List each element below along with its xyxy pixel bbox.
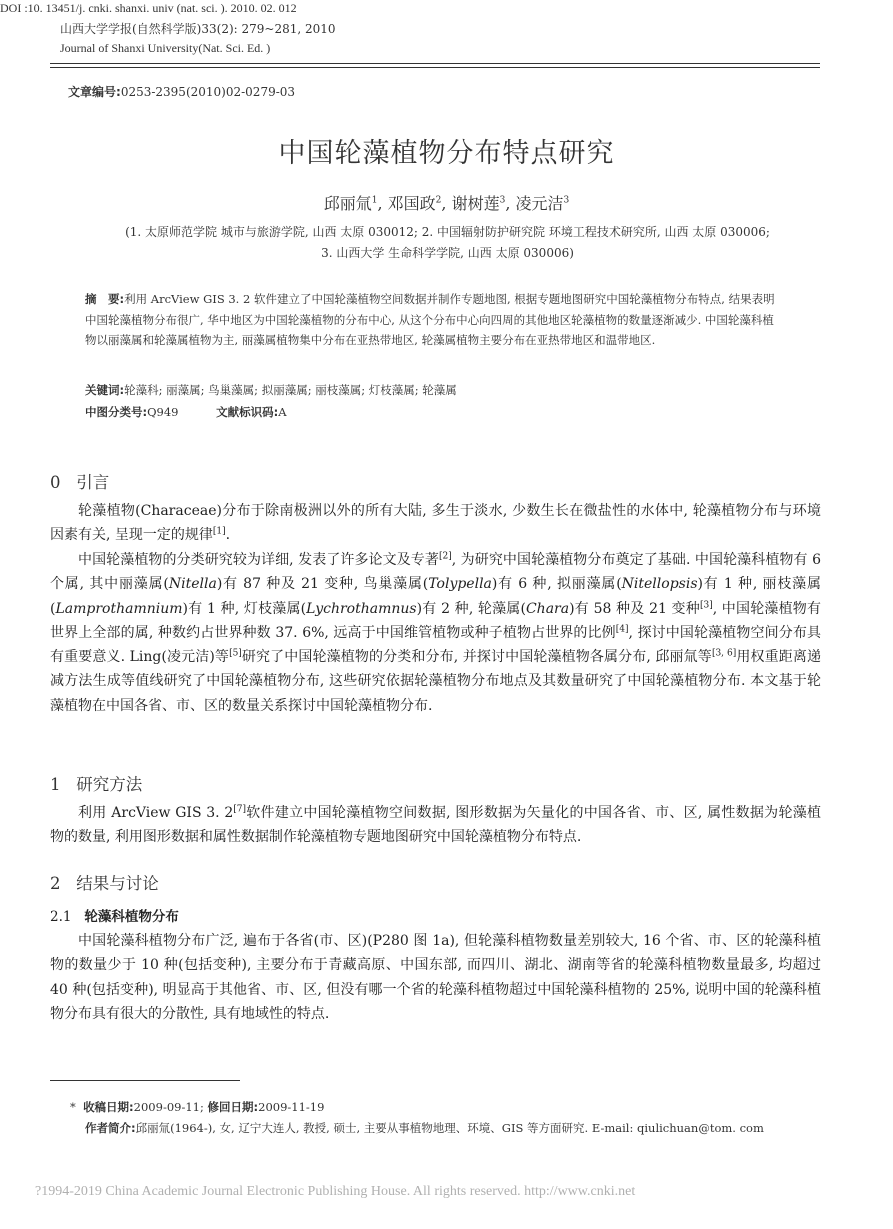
paper-title: 中国轮藻植物分布特点研究 bbox=[278, 138, 615, 169]
section-heading-1 bbox=[50, 771, 142, 795]
text-run: 中国轮藻植物的分类研究较为详细, 发表了许多论文及专著 bbox=[78, 552, 439, 568]
author-name: 谢树莲 bbox=[451, 194, 500, 213]
section-title: 研究方法 bbox=[76, 775, 143, 794]
header-rule-top bbox=[50, 63, 820, 64]
article-number-value: 0253-2395(2010)02-0279-03 bbox=[120, 85, 296, 99]
text-run: 利用 ArcView GIS 3. 2 bbox=[78, 805, 234, 821]
section-number: 1 bbox=[50, 775, 61, 794]
bio-text: 邱丽氚(1964-), 女, 辽宁大连人, 教授, 硕士, 主要从事植物地理、环境、GIS 等方面研究. E-mail: qiulichuan@tom. com bbox=[135, 1121, 764, 1135]
clc-label: 中图分类号: bbox=[85, 405, 148, 419]
section-title: 结果与讨论 bbox=[76, 874, 159, 893]
text-run: )有 2 种, 轮藻属( bbox=[416, 600, 526, 617]
author-affil-sup: 1 bbox=[371, 195, 378, 206]
paragraph-intro-1 bbox=[50, 499, 821, 548]
keywords-label: 关键词: bbox=[85, 383, 125, 397]
footnote-rule bbox=[50, 1080, 240, 1081]
revised-value: 2009-11-19 bbox=[258, 1100, 325, 1114]
author-list: 邱丽氚$^1$, 邓国政$^2$, 谢树莲$^3$, 凌元洁$^3$ bbox=[323, 194, 570, 213]
article-number bbox=[68, 83, 295, 100]
citation: [3] bbox=[699, 599, 713, 610]
abstract-text: 利用 ArcView GIS 3. 2 软件建立了中国轮藻植物空间数据并制作专题地图, 根据专题地图研究中国轮藻植物分布特点, 结果表明中国轮藻植物分布很广, 华中地区为中国轮藻植物的分布中心, 从这个分布中心向四周的其他地区轮藻植物的数量逐渐减少. 中国轮藻科植物以丽藻属和轮藻属植物为主, 丽藻属植物集中分布在亚热带地区, 轮藻属植物主要分布在亚热带地区和温带地区. bbox=[85, 292, 775, 347]
section-title: 引言 bbox=[76, 473, 110, 492]
citation: [7] bbox=[233, 804, 247, 815]
affiliation bbox=[60, 222, 835, 264]
genus-name: Lamprothamnium bbox=[55, 600, 183, 617]
abstract bbox=[85, 289, 785, 351]
genus-name: Chara bbox=[525, 600, 570, 617]
text-run: 用权重距离递减方法生成等值线研究了中国轮藻植物分布, 这些研究依据轮藻植物分布地点及其数量研究了中国轮藻植物分布. 本文基于轮藻植物在中国各省、市、区的数量关系探讨中国轮藻植物分布. bbox=[50, 649, 822, 714]
author-name: 邓国政 bbox=[387, 194, 436, 213]
article-number-label: 文章编号: bbox=[68, 85, 121, 99]
footnote-marker: * bbox=[70, 1100, 76, 1114]
author-name: 邱丽氚 bbox=[323, 194, 372, 213]
classification bbox=[85, 402, 805, 422]
citation: [5] bbox=[229, 648, 242, 659]
text-run: . bbox=[225, 527, 231, 544]
affiliation-line-1: (1. 太原师范学院 城市与旅游学院, 山西 太原 030012; 2. 中国辐射防护研究院 环境工程技术研究所, 山西 太原 030006; bbox=[125, 225, 770, 239]
author-name: 凌元洁 bbox=[515, 194, 564, 213]
section-number: 2 bbox=[50, 874, 61, 893]
author-affil-sup: 3 bbox=[499, 195, 506, 206]
citation: [1] bbox=[212, 526, 226, 537]
clc-value: Q949 bbox=[147, 405, 179, 419]
received-label: 收稿日期: bbox=[83, 1100, 134, 1114]
author-affil-sup: 2 bbox=[435, 195, 442, 206]
doc-code-label: 文献标识码: bbox=[216, 405, 279, 419]
bio-label: 作者简介: bbox=[85, 1121, 136, 1135]
subsection-heading-2-1 bbox=[50, 905, 179, 925]
text-run: , 探讨中国轮藻植物空间分布具有重要意义. Ling(凌元洁)等 bbox=[50, 624, 821, 666]
journal-cn: 山西大学学报(自然科学版)33(2): 279~281, 2010 bbox=[60, 22, 336, 36]
keywords-text: 轮藻科; 丽藻属; 鸟巢藻属; 拟丽藻属; 丽枝藻属; 灯枝藻属; 轮藻属 bbox=[124, 383, 457, 397]
citation: [3, 6] bbox=[711, 648, 737, 659]
subsection-title: 轮藻科植物分布 bbox=[84, 909, 179, 925]
text-run: )有 1 种, 丽枝藻属( bbox=[50, 576, 821, 617]
citation: [4] bbox=[615, 624, 629, 635]
journal-en: Journal of Shanxi University(Nat. Sci. Ed. ) bbox=[60, 41, 271, 55]
section-heading-2 bbox=[50, 870, 159, 894]
genus-name: Lychrothamnus bbox=[306, 600, 417, 617]
paragraph-intro-2 bbox=[50, 548, 821, 718]
section-number: 0 bbox=[50, 473, 61, 492]
genus-name: Nitella bbox=[168, 576, 217, 593]
doi-line: DOI :10. 13451/j. cnki. shanxi. univ (nat. sci. ). 2010. 02. 012 bbox=[0, 1, 297, 15]
header-rule-bottom bbox=[50, 67, 820, 68]
abstract-label: 摘 要: bbox=[85, 292, 125, 306]
text-run: , 中国轮藻植物有世界上全部的属, 种数约占世界种数 37. 6%, 远高于中国维管植物或种子植物占世界的比例 bbox=[50, 600, 821, 641]
subsection-number: 2.1 bbox=[50, 909, 72, 925]
keywords bbox=[85, 380, 805, 400]
text-run: 软件建立中国轮藻植物空间数据, 图形数据为矢量化的中国各省、市、区, 属性数据为轮藻植物的数量, 利用图形数据和属性数据制作轮藻植物专题地图研究中国轮藻植物分布特点. bbox=[50, 805, 821, 846]
text-run: )有 87 种及 21 变种, 鸟巢藻属( bbox=[216, 576, 429, 593]
received-value: 2009-09-11; bbox=[133, 1100, 208, 1114]
genus-name: Tolypella bbox=[428, 576, 492, 593]
text-run: )有 6 种, 拟丽藻属( bbox=[491, 576, 622, 593]
genus-name: Nitellopsis bbox=[621, 576, 698, 593]
paragraph-results: 中国轮藻科植物分布广泛, 遍布于各省(市、区)(P280 图 1a), 但轮藻科植物数量差别较大, 16 个省、市、区的轮藻科植物的数量少于 10 种(包括变种), 主要分布于青藏高原、中国东部, 而四川、湖北、湖南等省的轮藻科植物数量最多, 均超过 40 种(包括变种), 明显高于其他省、市、区, 但没有哪一个省的轮藻科植物超过中国轮藻科植物的 25%, 说明中国的轮藻科植物分布具有很大的分散性, 具有地域性的特点. bbox=[50, 933, 821, 1022]
footnote-dates bbox=[70, 1097, 830, 1117]
text-run: )有 1 种, 灯枝藻属( bbox=[182, 600, 307, 617]
affiliation-line-2: 3. 山西大学 生命科学学院, 山西 太原 030006) bbox=[321, 246, 574, 260]
citation: [2] bbox=[438, 551, 452, 562]
revised-label: 修回日期: bbox=[207, 1100, 259, 1114]
author-affil-sup: 3 bbox=[563, 195, 570, 206]
text-run: )有 58 种及 21 变种 bbox=[569, 600, 700, 617]
footnote-bio bbox=[85, 1118, 830, 1138]
text-run: , 为研究中国轮藻植物分布奠定了基础. 中国轮藻科植物有 6 个属, 其中丽藻属( bbox=[50, 552, 821, 593]
text-run: 轮藻植物(Characeae)分布于除南极洲以外的所有大陆, 多生于淡水, 少数生长在微盐性的水体中, 轮藻植物分布与环境因素有关, 呈现一定的规律 bbox=[50, 503, 821, 544]
section-heading-0 bbox=[50, 469, 109, 493]
doc-code-value: A bbox=[278, 405, 287, 419]
text-run: 研究了中国轮藻植物的分类和分布, 并探讨中国轮藻植物各属分布, 邱丽氚等 bbox=[241, 649, 712, 666]
paragraph-method bbox=[50, 801, 821, 850]
copyright-watermark: ?1994-2019 China Academic Journal Electronic Publishing House. All rights reserved. http://www.cnki.net bbox=[35, 1184, 636, 1199]
